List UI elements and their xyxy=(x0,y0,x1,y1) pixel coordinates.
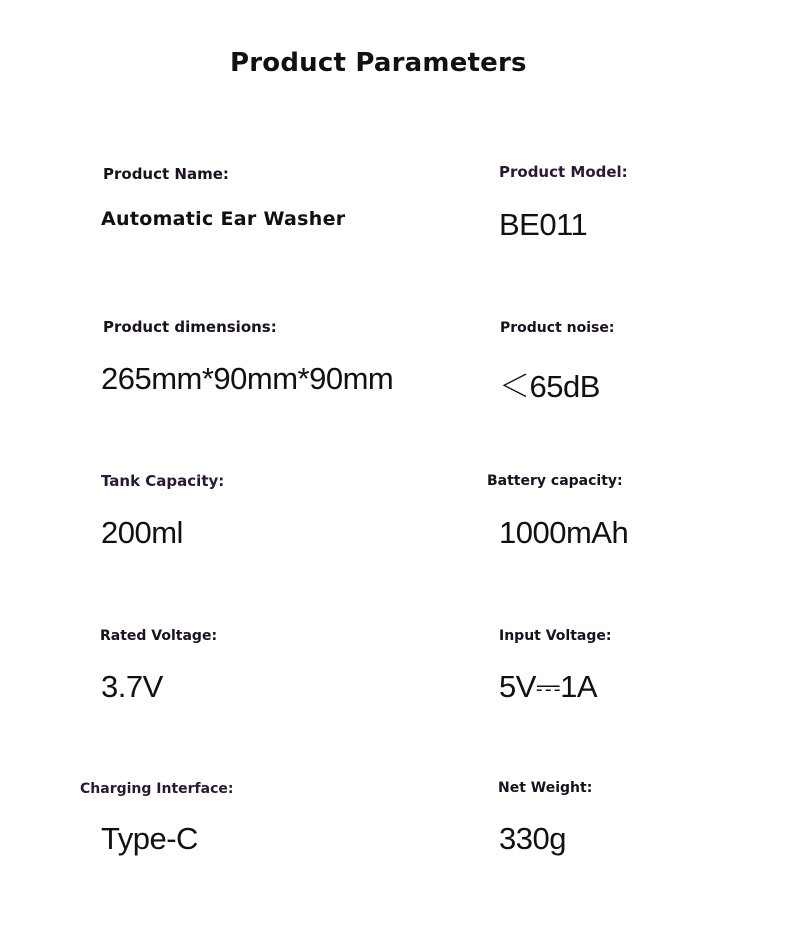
page-title: Product Parameters xyxy=(230,48,527,78)
product-noise-value: ＜65dB xyxy=(499,369,600,404)
product-dimensions-label: Product dimensions: xyxy=(103,318,277,336)
input-voltage-value: 5V⎓1A xyxy=(499,669,598,704)
input-voltage-label: Input Voltage: xyxy=(499,628,612,644)
product-model-value: BE011 xyxy=(499,207,588,242)
charging-interface-label: Charging Interface: xyxy=(80,781,234,797)
product-noise-label: Product noise: xyxy=(500,320,615,336)
product-name-value: Automatic Ear Washer xyxy=(101,208,346,230)
tank-capacity-value: 200ml xyxy=(101,515,183,550)
charging-interface-value: Type-C xyxy=(101,821,198,856)
product-name-label: Product Name: xyxy=(103,165,229,183)
net-weight-value: 330g xyxy=(499,821,566,856)
rated-voltage-label: Rated Voltage: xyxy=(100,628,218,644)
rated-voltage-value: 3.7V xyxy=(101,669,163,704)
net-weight-label: Net Weight: xyxy=(498,780,593,796)
product-model-label: Product Model: xyxy=(499,163,628,181)
battery-capacity-label: Battery capacity: xyxy=(487,473,623,489)
tank-capacity-label: Tank Capacity: xyxy=(101,472,225,490)
battery-capacity-value: 1000mAh xyxy=(499,515,629,550)
product-dimensions-value: 265mm*90mm*90mm xyxy=(101,361,394,396)
